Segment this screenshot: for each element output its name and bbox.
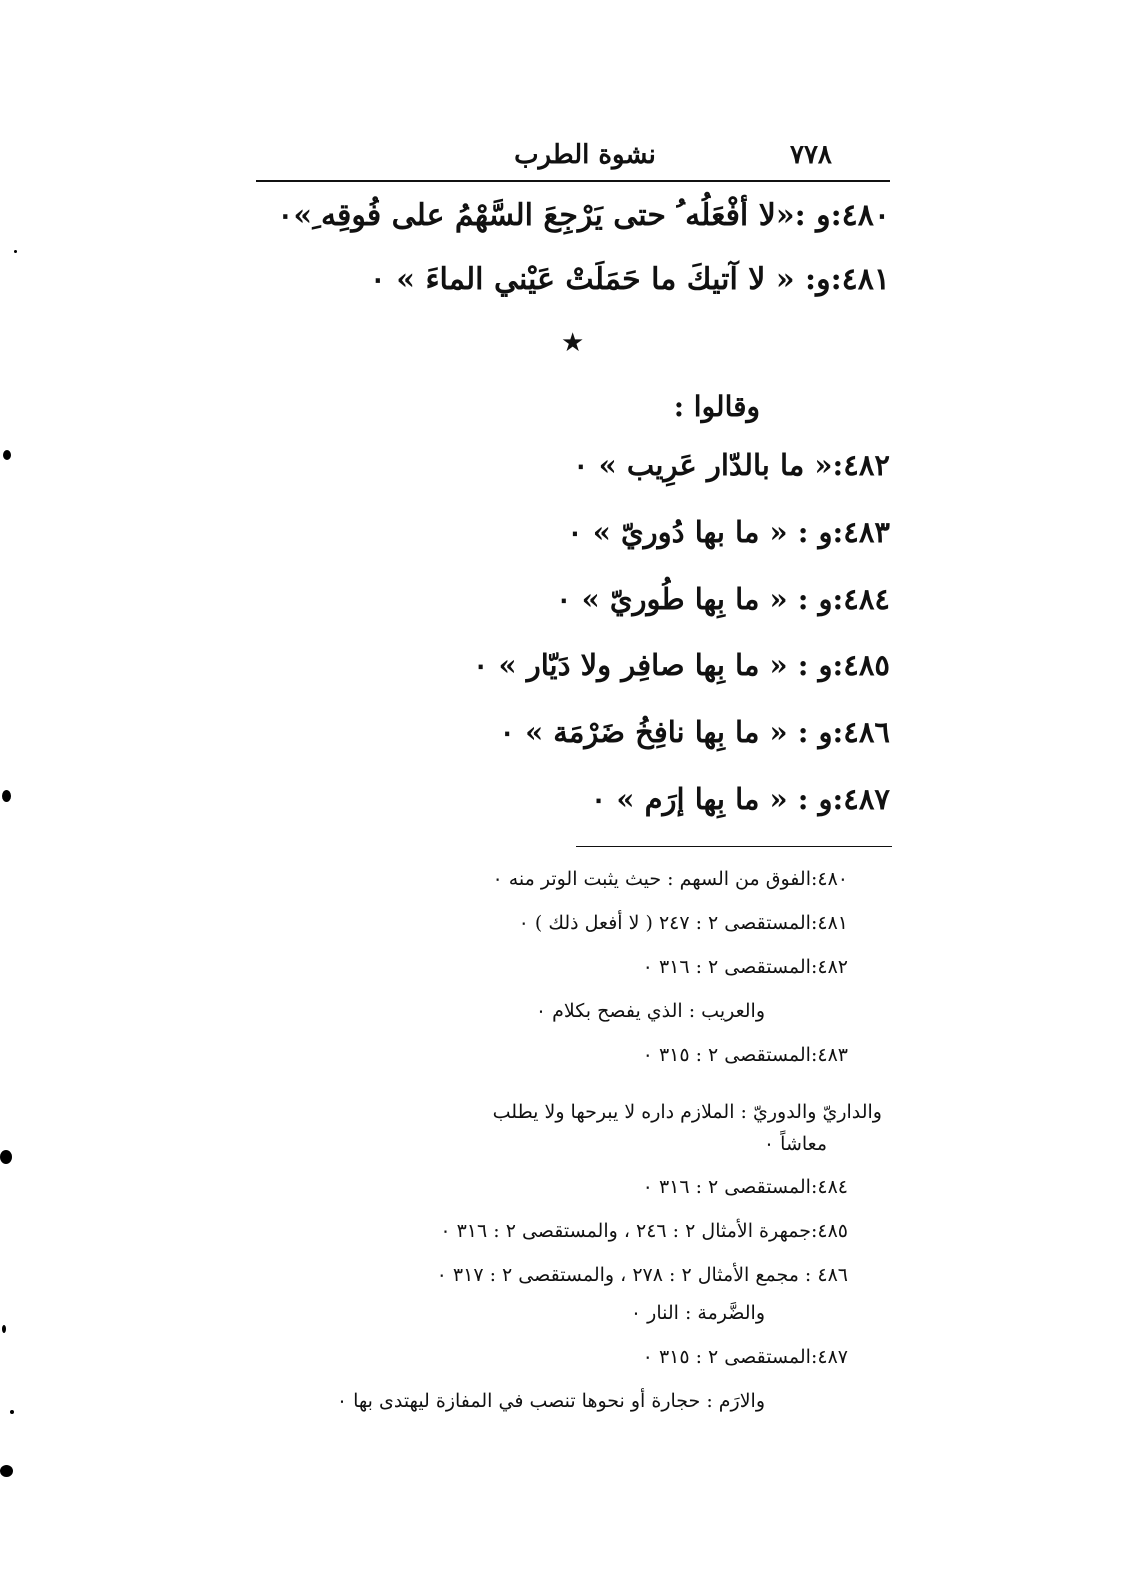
footnote-483-gloss [262, 1096, 882, 1160]
footnote-483-gloss-continuation: معاشاً ٠ [763, 1133, 827, 1155]
footnote-482: ٤٨٢:المستقصى ٢ : ٣١٦ ٠ [642, 956, 848, 978]
footnote-484: ٤٨٤:المستقصى ٢ : ٣١٦ ٠ [642, 1176, 848, 1198]
footnote-481: ٤٨١:المستقصى ٢ : ٢٤٧ ( لا أفعل ذلك ) ٠ [518, 912, 848, 934]
proverb-line-480: ٤٨٠:و :«لا أفْعَلُه ُ حتى يَرْجِعَ السَّهْمُ على فُوقِه ِ»٠ [277, 198, 890, 233]
proverb-line-481: ٤٨١:و: « لا آتيكَ ما حَمَلَتْ عَيْني الماءَ » ٠ [369, 262, 890, 297]
scan-speck [2, 790, 11, 802]
star-separator: ★ [561, 328, 585, 358]
proverb-line-487: ٤٨٧:و : « ما بِها إرَم » ٠ [590, 782, 890, 816]
scan-speck [2, 1325, 6, 1333]
proverb-line-486: ٤٨٦:و : « ما بِها نافِخُ ضَرْمَة » ٠ [499, 715, 890, 749]
footnote-483-gloss-line: والداريّ والدوريّ : الملازم داره لا يبرحها ولا يطلب [492, 1101, 882, 1123]
scan-speck [3, 450, 11, 460]
header-rule [256, 180, 890, 182]
proverb-line-484: ٤٨٤:و : « ما بِها طُوريّ » ٠ [555, 582, 890, 616]
scan-speck [10, 1410, 14, 1414]
scan-speck [0, 1465, 13, 1477]
footnote-rule [576, 846, 892, 847]
section-intro: وقالوا : [673, 390, 760, 423]
scan-speck [14, 250, 17, 253]
proverb-line-485: ٤٨٥:و : « ما بِها صافِر ولا دَيّار » ٠ [472, 648, 890, 682]
footnote-480: ٤٨٠:الفوق من السهم : حيث يثبت الوتر منه ٠ [492, 868, 848, 890]
footnote-486-gloss: والضَّرمة : النار ٠ [630, 1302, 765, 1324]
footnote-485: ٤٨٥:جمهرة الأمثال ٢ : ٢٤٦ ، والمستقصى ٢ : ٣١٦ ٠ [440, 1220, 848, 1242]
scan-speck [0, 1150, 12, 1164]
footnote-483: ٤٨٣:المستقصى ٢ : ٣١٥ ٠ [642, 1044, 848, 1066]
footnote-487-gloss: والارَم : حجارة أو نحوها تنصب في المفازة ليهتدى بها ٠ [336, 1390, 765, 1412]
proverb-line-482: ٤٨٢:« ما بالدّار عَرِيب » ٠ [573, 448, 890, 482]
footnote-482-gloss: والعريب : الذي يفصح بكلام ٠ [535, 1000, 765, 1022]
running-title: نشوة الطرب [514, 140, 656, 170]
footnote-487: ٤٨٧:المستقصى ٢ : ٣١٥ ٠ [642, 1346, 848, 1368]
page-number: ٧٧٨ [790, 140, 832, 170]
footnote-486: ٤٨٦ : مجمع الأمثال ٢ : ٢٧٨ ، والمستقصى ٢ : ٣١٧ ٠ [436, 1264, 848, 1286]
proverb-line-483: ٤٨٣:و : « ما بها دُوريّ » ٠ [567, 515, 890, 549]
